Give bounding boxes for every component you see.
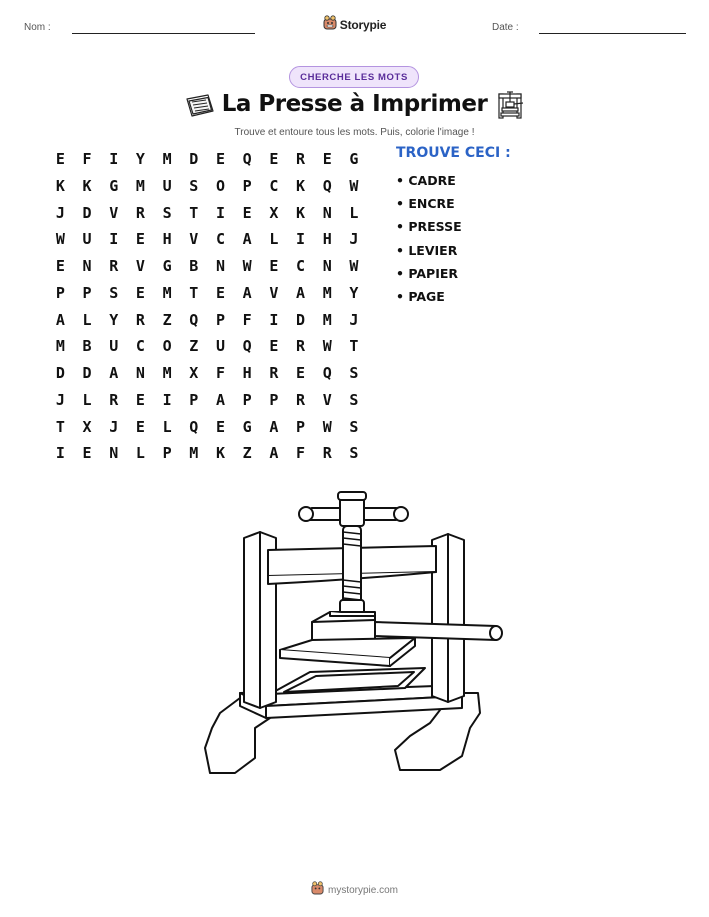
date-label: Date :: [492, 22, 519, 33]
grid-letter[interactable]: G: [162, 257, 172, 275]
grid-letter[interactable]: E: [82, 444, 92, 463]
grid-letter[interactable]: X: [82, 417, 92, 436]
grid-letter[interactable]: Q: [322, 364, 332, 382]
grid-letter[interactable]: G: [242, 417, 252, 436]
grid-letter[interactable]: T: [55, 417, 65, 436]
grid-letter[interactable]: S: [349, 444, 359, 463]
grid-letter[interactable]: C: [296, 257, 306, 275]
instructions: Trouve et entoure tous les mots. Puis, colorie l'image !: [234, 127, 475, 138]
grid-letter[interactable]: L: [162, 417, 172, 436]
grid-letter[interactable]: W: [55, 230, 65, 249]
grid-letter[interactable]: J: [55, 203, 65, 222]
grid-letter[interactable]: V: [189, 230, 199, 249]
grid-row: [47, 226, 367, 253]
grid-letter[interactable]: I: [109, 230, 119, 249]
grid-letter[interactable]: Z: [162, 310, 172, 329]
grid-letter[interactable]: P: [82, 283, 92, 302]
grid-letter[interactable]: E: [215, 283, 225, 302]
grid-letter[interactable]: E: [55, 150, 65, 168]
grid-letter[interactable]: R: [135, 310, 145, 329]
grid-letter[interactable]: U: [82, 230, 92, 249]
grid-row: [47, 200, 367, 227]
grid-letter[interactable]: J: [349, 310, 359, 329]
grid-row: [47, 280, 367, 307]
grid-letter[interactable]: H: [162, 230, 172, 249]
grid-letter[interactable]: E: [135, 230, 145, 249]
grid-letter[interactable]: G: [349, 150, 359, 168]
grid-letter[interactable]: B: [189, 257, 199, 275]
grid-letter[interactable]: N: [215, 257, 225, 275]
grid-letter[interactable]: L: [135, 444, 145, 463]
grid-letter[interactable]: L: [82, 390, 92, 409]
word-item: • ENCRE: [396, 196, 455, 212]
grid-letter[interactable]: A: [269, 444, 279, 463]
word-item: • LEVIER: [396, 242, 458, 258]
word-item: • CADRE: [396, 173, 456, 188]
grid-letter[interactable]: N: [322, 203, 332, 222]
grid-row: [47, 307, 367, 334]
grid-letter[interactable]: Q: [242, 150, 252, 168]
grid-letter[interactable]: V: [269, 283, 279, 302]
grid-letter[interactable]: P: [269, 390, 279, 409]
grid-letter[interactable]: D: [82, 364, 92, 382]
activity-badge: CHERCHE LES MOTS: [289, 66, 419, 88]
grid-letter[interactable]: K: [82, 176, 92, 195]
grid-letter[interactable]: F: [296, 444, 306, 463]
grid-letter[interactable]: V: [109, 203, 119, 222]
grid-letter[interactable]: E: [269, 150, 279, 168]
grid-letter[interactable]: N: [322, 257, 332, 275]
grid-letter[interactable]: E: [55, 257, 65, 275]
grid-letter[interactable]: R: [296, 150, 306, 168]
grid-letter[interactable]: E: [296, 364, 306, 382]
grid-letter[interactable]: E: [135, 390, 145, 409]
grid-letter[interactable]: W: [322, 337, 332, 356]
grid-letter[interactable]: I: [55, 444, 65, 463]
grid-letter[interactable]: P: [242, 176, 252, 195]
grid-letter[interactable]: S: [349, 364, 359, 382]
grid-letter[interactable]: W: [322, 417, 332, 436]
grid-letter[interactable]: E: [269, 257, 279, 275]
grid-letter[interactable]: A: [242, 230, 252, 249]
grid-letter[interactable]: X: [269, 203, 279, 222]
printing-press-icon: [495, 90, 525, 127]
grid-letter[interactable]: I: [269, 310, 279, 329]
grid-letter[interactable]: I: [215, 203, 225, 222]
grid-letter[interactable]: D: [82, 203, 92, 222]
grid-letter[interactable]: T: [189, 283, 199, 302]
grid-letter[interactable]: F: [242, 310, 252, 329]
grid-letter[interactable]: K: [55, 176, 65, 195]
grid-letter[interactable]: S: [162, 203, 172, 222]
brand: [0, 14, 709, 35]
grid-letter[interactable]: E: [242, 203, 252, 222]
grid-letter[interactable]: A: [215, 390, 225, 409]
grid-letter[interactable]: M: [322, 310, 332, 329]
grid-row: [47, 387, 367, 414]
grid-letter[interactable]: R: [322, 444, 332, 463]
page-title: La Presse à Imprimer: [221, 91, 488, 117]
grid-row: [47, 360, 367, 387]
grid-letter[interactable]: O: [215, 176, 225, 195]
footer-url[interactable]: mystorypie.com: [327, 884, 398, 896]
printing-press-illustration: [200, 488, 510, 788]
grid-letter[interactable]: L: [269, 230, 279, 249]
grid-letter[interactable]: A: [109, 364, 119, 382]
grid-letter[interactable]: C: [215, 230, 225, 249]
grid-letter[interactable]: M: [162, 364, 172, 382]
grid-letter[interactable]: P: [296, 417, 306, 436]
word-item: • PAGE: [396, 288, 445, 304]
grid-letter[interactable]: N: [82, 257, 92, 275]
grid-letter[interactable]: B: [82, 337, 92, 356]
grid-letter[interactable]: L: [349, 203, 359, 222]
grid-letter[interactable]: I: [296, 230, 306, 249]
grid-letter[interactable]: S: [349, 417, 359, 436]
word-item: • PAPIER: [396, 265, 459, 281]
grid-letter[interactable]: A: [55, 310, 65, 329]
grid-letter[interactable]: N: [135, 364, 145, 382]
grid-letter[interactable]: Y: [349, 283, 359, 302]
grid-letter[interactable]: A: [296, 283, 306, 302]
grid-letter[interactable]: E: [215, 417, 225, 436]
grid-row: [47, 333, 367, 360]
letter-grid: [47, 146, 367, 467]
grid-letter[interactable]: P: [162, 444, 172, 463]
grid-row: [47, 440, 367, 467]
grid-letter[interactable]: Y: [109, 310, 119, 329]
word-list-title: TROUVE CECI :: [396, 145, 511, 161]
grid-letter[interactable]: R: [269, 364, 279, 382]
grid-letter[interactable]: W: [242, 257, 252, 275]
grid-letter[interactable]: D: [55, 364, 65, 382]
grid-letter[interactable]: F: [82, 150, 92, 168]
grid-letter[interactable]: V: [135, 257, 145, 275]
grid-letter[interactable]: T: [349, 337, 359, 356]
grid-letter[interactable]: M: [162, 283, 172, 302]
grid-letter[interactable]: Q: [322, 176, 332, 195]
grid-letter[interactable]: K: [296, 176, 306, 195]
grid-letter[interactable]: A: [269, 417, 279, 436]
grid-letter[interactable]: Q: [189, 310, 199, 329]
grid-letter[interactable]: P: [242, 390, 252, 409]
grid-row: [47, 146, 367, 173]
grid-letter[interactable]: R: [296, 390, 306, 409]
grid-letter[interactable]: W: [349, 257, 359, 275]
grid-letter[interactable]: Q: [242, 337, 252, 356]
grid-letter[interactable]: H: [322, 230, 332, 249]
name-label: Nom :: [24, 22, 51, 33]
grid-row: [47, 173, 367, 200]
grid-letter[interactable]: H: [242, 364, 252, 382]
grid-letter[interactable]: M: [322, 283, 332, 302]
grid-letter[interactable]: R: [296, 337, 306, 356]
grid-letter[interactable]: I: [109, 150, 119, 168]
grid-letter[interactable]: S: [349, 390, 359, 409]
grid-letter[interactable]: Z: [242, 444, 252, 463]
grid-letter[interactable]: M: [189, 444, 199, 463]
grid-letter[interactable]: W: [349, 176, 359, 195]
grid-letter[interactable]: U: [162, 176, 172, 195]
word-item: • PRESSE: [396, 219, 462, 235]
grid-letter[interactable]: C: [269, 176, 279, 195]
grid-letter[interactable]: G: [109, 176, 119, 195]
grid-letter[interactable]: E: [135, 417, 145, 436]
grid-letter[interactable]: M: [135, 176, 145, 195]
grid-letter[interactable]: D: [189, 150, 199, 168]
grid-letter[interactable]: Z: [189, 337, 199, 356]
grid-letter[interactable]: C: [135, 337, 145, 356]
grid-letter[interactable]: K: [215, 444, 225, 463]
grid-letter[interactable]: T: [189, 203, 199, 222]
grid-letter[interactable]: R: [135, 203, 145, 222]
grid-letter[interactable]: E: [215, 150, 225, 168]
grid-letter[interactable]: F: [215, 364, 225, 382]
grid-row: [47, 253, 367, 280]
grid-letter[interactable]: J: [349, 230, 359, 249]
grid-letter[interactable]: K: [296, 203, 306, 222]
grid-letter[interactable]: J: [109, 417, 119, 436]
grid-letter[interactable]: Y: [135, 150, 145, 168]
grid-letter[interactable]: P: [215, 310, 225, 329]
word-list: [396, 171, 462, 310]
grid-letter[interactable]: M: [55, 337, 65, 356]
grid-letter[interactable]: L: [82, 310, 92, 329]
grid-letter[interactable]: O: [162, 337, 172, 356]
grid-letter[interactable]: P: [55, 283, 65, 302]
grid-letter[interactable]: N: [109, 444, 119, 463]
grid-row: [47, 414, 367, 441]
grid-letter[interactable]: M: [162, 150, 172, 168]
grid-letter[interactable]: U: [215, 337, 225, 356]
grid-letter[interactable]: J: [55, 390, 65, 409]
grid-letter[interactable]: I: [162, 390, 172, 409]
grid-letter[interactable]: D: [296, 310, 306, 329]
grid-letter[interactable]: E: [322, 150, 332, 168]
brand-name: Storypie: [339, 17, 387, 32]
grid-letter[interactable]: U: [109, 337, 119, 356]
grid-letter[interactable]: Q: [189, 417, 199, 436]
grid-letter[interactable]: S: [109, 283, 119, 302]
grid-letter[interactable]: S: [189, 176, 199, 195]
grid-letter[interactable]: P: [189, 390, 199, 409]
grid-letter[interactable]: X: [189, 364, 199, 382]
storypie-logo-icon: [323, 14, 337, 35]
grid-letter[interactable]: E: [135, 283, 145, 302]
grid-letter[interactable]: R: [109, 257, 119, 275]
grid-letter[interactable]: E: [269, 337, 279, 356]
grid-letter[interactable]: A: [242, 283, 252, 302]
footer: [0, 880, 709, 900]
grid-letter[interactable]: R: [109, 390, 119, 409]
grid-letter[interactable]: V: [322, 390, 332, 409]
storypie-logo-icon: [311, 880, 324, 900]
